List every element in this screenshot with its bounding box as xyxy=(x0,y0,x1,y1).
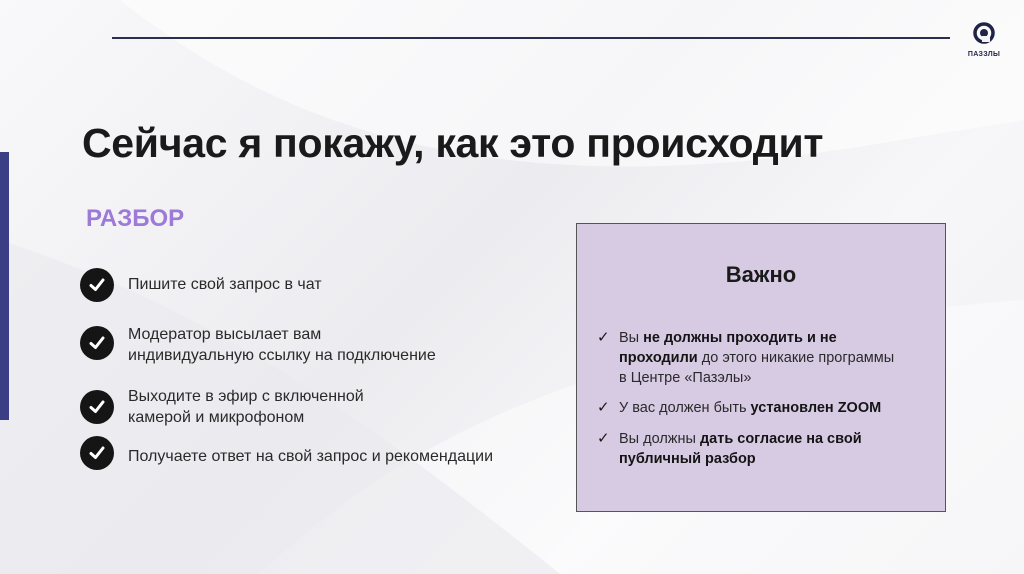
brand-logo xyxy=(966,22,1002,58)
puzzle-logo-icon xyxy=(973,22,995,44)
checkmark-icon xyxy=(80,390,114,424)
check-mark-icon: ✓ xyxy=(597,329,610,346)
notice-rule xyxy=(597,398,927,418)
slide-title: Сейчас я покажу, как это происходит xyxy=(82,120,824,166)
rule-text-bold: дать согласие на свой xyxy=(699,431,862,447)
important-notice-box xyxy=(576,223,946,512)
step-text xyxy=(128,268,538,295)
step-text-line: Модератор высылает вам xyxy=(128,326,322,343)
rule-text-bold: проходили xyxy=(619,350,698,366)
step-text xyxy=(128,386,538,428)
rule-text-bold: не должны проходить и не xyxy=(643,330,837,346)
rule-text-part: до этого никакие программы xyxy=(697,350,895,366)
step-item xyxy=(80,436,538,470)
rule-text-bold: установлен ZOOM xyxy=(750,400,882,416)
step-text-line: Выходите в эфир с включенной xyxy=(128,388,364,405)
step-item xyxy=(80,324,538,366)
accent-bar xyxy=(0,152,9,420)
checkmark-icon xyxy=(80,326,114,360)
notice-rule xyxy=(597,429,927,469)
step-text-line: индивидуальную ссылку на подключение xyxy=(128,347,436,364)
notice-rule xyxy=(597,328,927,388)
step-text-line: Пишите свой запрос в чат xyxy=(128,276,322,293)
rule-text xyxy=(619,398,881,418)
rule-text-part: в Центре «Пазэлы» xyxy=(619,370,752,386)
checkmark-icon xyxy=(80,436,114,470)
step-text-line: Получаете ответ на свой запрос и рекомендации xyxy=(128,448,493,465)
step-text xyxy=(128,436,538,467)
check-mark-icon: ✓ xyxy=(597,399,610,416)
header-divider xyxy=(112,37,950,39)
rule-text-part: У вас должен быть xyxy=(619,400,751,416)
step-text xyxy=(128,324,538,366)
rule-text-bold: публичный разбор xyxy=(619,451,756,467)
rule-text xyxy=(619,429,862,469)
step-text-line: камерой и микрофоном xyxy=(128,409,305,426)
rule-text-part: Вы xyxy=(619,330,644,346)
check-mark-icon: ✓ xyxy=(597,430,610,447)
logo-text: ПАЗЗЛЫ xyxy=(967,51,1001,58)
rule-text-part: Вы должны xyxy=(619,431,700,447)
rule-text xyxy=(619,328,894,388)
step-item xyxy=(80,386,538,428)
checkmark-icon xyxy=(80,268,114,302)
step-item xyxy=(80,268,538,302)
notice-title: Важно xyxy=(725,262,797,287)
section-subtitle: РАЗБОР xyxy=(86,205,185,232)
